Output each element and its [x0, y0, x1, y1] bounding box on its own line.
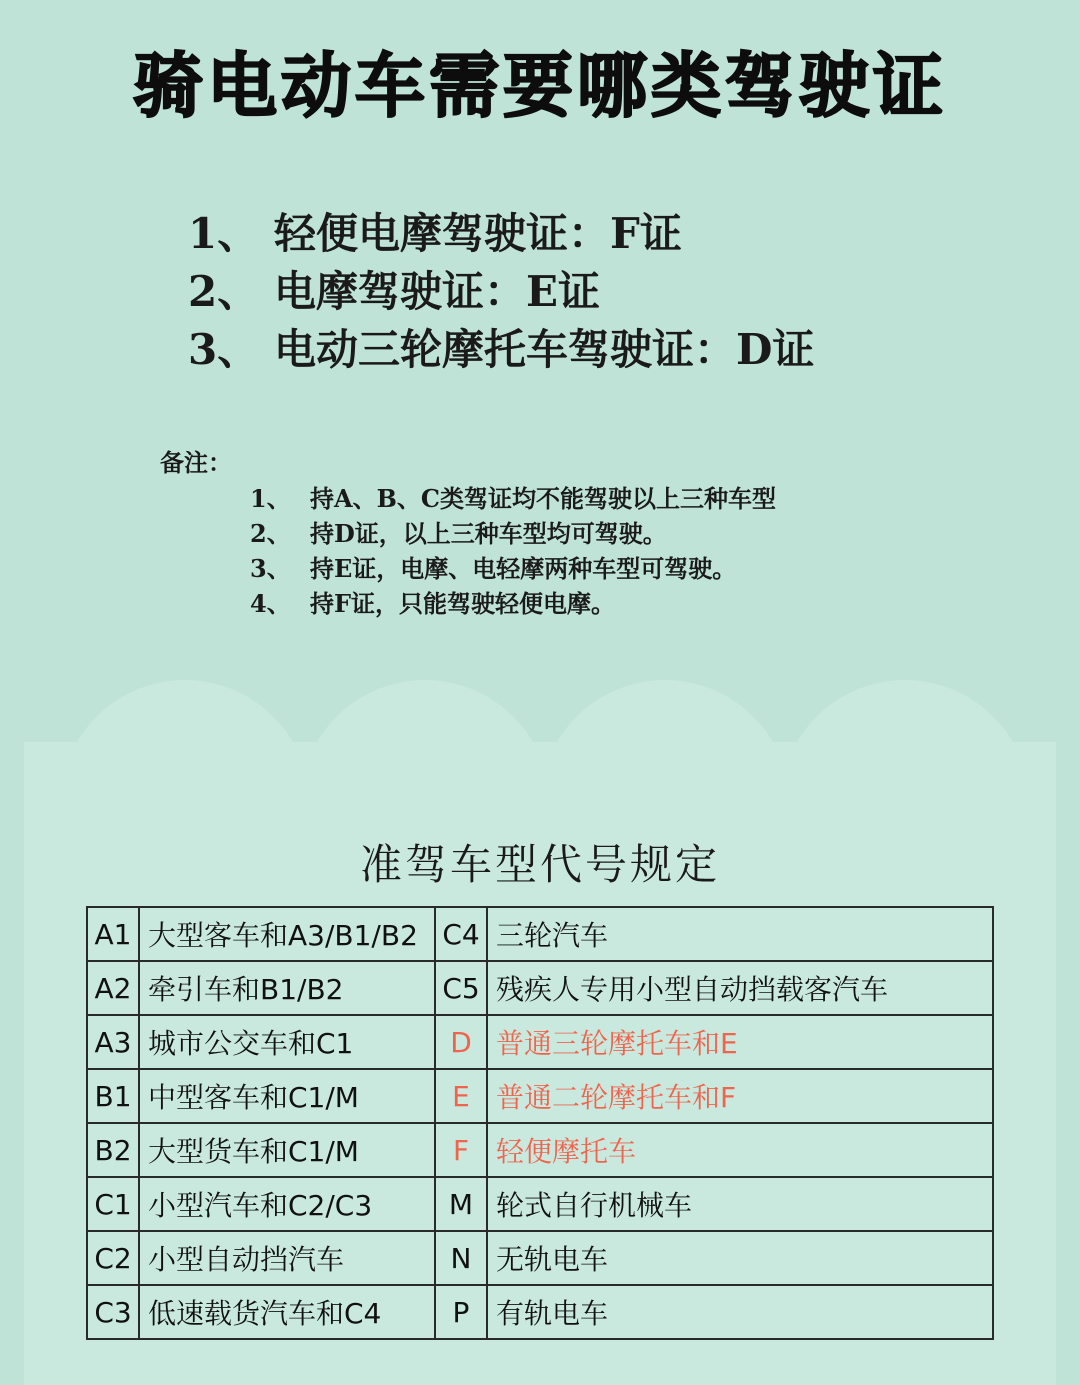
- desc-cell: 中型客车和C1/M: [139, 1069, 435, 1123]
- note-item: [250, 516, 776, 551]
- table-row: [87, 1177, 993, 1231]
- code-cell-highlight: D: [435, 1015, 487, 1069]
- note-item: [250, 481, 776, 516]
- code-cell: B1: [87, 1069, 139, 1123]
- desc-cell: 三轮汽车: [487, 907, 993, 961]
- desc-cell: 牵引车和B1/B2: [139, 961, 435, 1015]
- desc-cell: 无轨电车: [487, 1231, 993, 1285]
- desc-cell: 小型汽车和C2/C3: [139, 1177, 435, 1231]
- note-text: 持A、B、C类驾证均不能驾驶以上三种车型: [310, 484, 777, 513]
- notes-title: 备注：: [160, 448, 232, 477]
- license-code-table: [86, 906, 994, 1340]
- desc-cell: 轮式自行机械车: [487, 1177, 993, 1231]
- table-row: [87, 1285, 993, 1339]
- license-item: [188, 263, 814, 321]
- desc-cell: 大型货车和C1/M: [139, 1123, 435, 1177]
- code-cell: C4: [435, 907, 487, 961]
- table-row: [87, 1123, 993, 1177]
- license-item: [188, 205, 814, 263]
- code-cell: C2: [87, 1231, 139, 1285]
- notes-list: [160, 481, 776, 621]
- desc-cell: 低速载货汽车和C4: [139, 1285, 435, 1339]
- page-title: 骑电动车需要哪类驾驶证: [133, 45, 947, 127]
- code-cell: C3: [87, 1285, 139, 1339]
- desc-cell-highlight: 轻便摩托车: [487, 1123, 993, 1177]
- code-cell: A3: [87, 1015, 139, 1069]
- table-row: [87, 907, 993, 961]
- desc-cell-highlight: 普通三轮摩托车和E: [487, 1015, 993, 1069]
- note-text: 持D证，以上三种车型均可驾驶。: [310, 519, 667, 548]
- list-number: 1、: [188, 209, 260, 258]
- code-cell: C1: [87, 1177, 139, 1231]
- code-cell: M: [435, 1177, 487, 1231]
- table-row: [87, 1069, 993, 1123]
- code-cell-highlight: E: [435, 1069, 487, 1123]
- license-text: 轻便电摩驾驶证：F证: [274, 209, 682, 258]
- code-cell: N: [435, 1231, 487, 1285]
- desc-cell: 有轨电车: [487, 1285, 993, 1339]
- license-text: 电摩驾驶证：E证: [274, 267, 601, 316]
- note-text: 持E证，电摩、电轻摩两种车型可驾驶。: [310, 554, 737, 583]
- table-row: [87, 961, 993, 1015]
- table-title: 准驾车型代号规定: [359, 840, 720, 889]
- code-cell: A1: [87, 907, 139, 961]
- note-item: [250, 586, 776, 621]
- note-item: [250, 551, 776, 586]
- code-cell: C5: [435, 961, 487, 1015]
- table-row: [87, 1231, 993, 1285]
- license-list: [188, 205, 814, 379]
- desc-cell-highlight: 普通二轮摩托车和F: [487, 1069, 993, 1123]
- note-text: 持F证，只能驾驶轻便电摩。: [310, 589, 616, 618]
- desc-cell: 残疾人专用小型自动挡载客汽车: [487, 961, 993, 1015]
- code-cell: P: [435, 1285, 487, 1339]
- code-cell: B2: [87, 1123, 139, 1177]
- table-row: [87, 1015, 993, 1069]
- list-number: 1、: [250, 484, 291, 513]
- desc-cell: 大型客车和A3/B1/B2: [139, 907, 435, 961]
- desc-cell: 城市公交车和C1: [139, 1015, 435, 1069]
- notes-section: [160, 445, 776, 621]
- desc-cell: 小型自动挡汽车: [139, 1231, 435, 1285]
- code-cell-highlight: F: [435, 1123, 487, 1177]
- list-number: 3、: [250, 554, 291, 583]
- code-cell: A2: [87, 961, 139, 1015]
- list-number: 4、: [250, 589, 291, 618]
- list-number: 3、: [188, 325, 260, 374]
- license-item: [188, 321, 814, 379]
- list-number: 2、: [188, 267, 260, 316]
- license-text: 电动三轮摩托车驾驶证：D证: [274, 325, 815, 374]
- list-number: 2、: [250, 519, 291, 548]
